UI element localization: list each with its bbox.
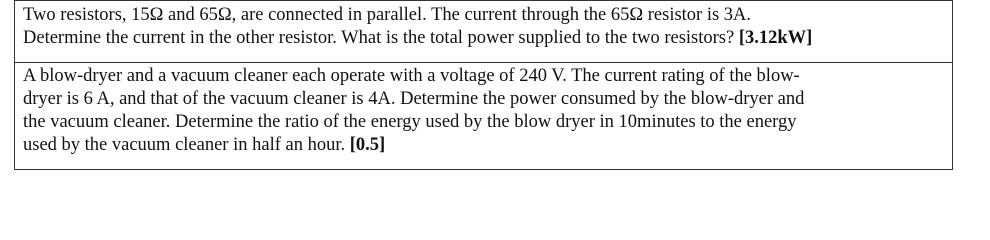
question-cell	[15, 1, 953, 63]
questions-table	[14, 0, 953, 170]
answer-label: [3.12kW]	[738, 28, 813, 48]
question-text-line	[23, 134, 948, 157]
question-text: used by the vacuum cleaner in half an hour.	[23, 135, 346, 155]
question-text: Determine the current in the other resistor. What is the total power supplied to the two resistors?	[23, 28, 735, 48]
question-text-line: Two resistors, 15Ω and 65Ω, are connected in parallel. The current through the 65Ω resistor is 3A.	[23, 5, 752, 25]
question-row	[15, 63, 953, 170]
answer-label: [0.5]	[349, 135, 386, 155]
question-row	[15, 1, 953, 63]
question-text-line: A blow-dryer and a vacuum cleaner each operate with a voltage of 240 V. The current rating of the blow-	[23, 66, 800, 86]
question-text-line: the vacuum cleaner. Determine the ratio of the energy used by the blow dryer in 10minutes to the energy	[23, 112, 797, 132]
question-text-line	[23, 27, 948, 50]
question-cell	[15, 63, 953, 170]
question-text-line: dryer is 6 A, and that of the vacuum cleaner is 4A. Determine the power consumed by the blow-dryer and	[23, 89, 805, 109]
